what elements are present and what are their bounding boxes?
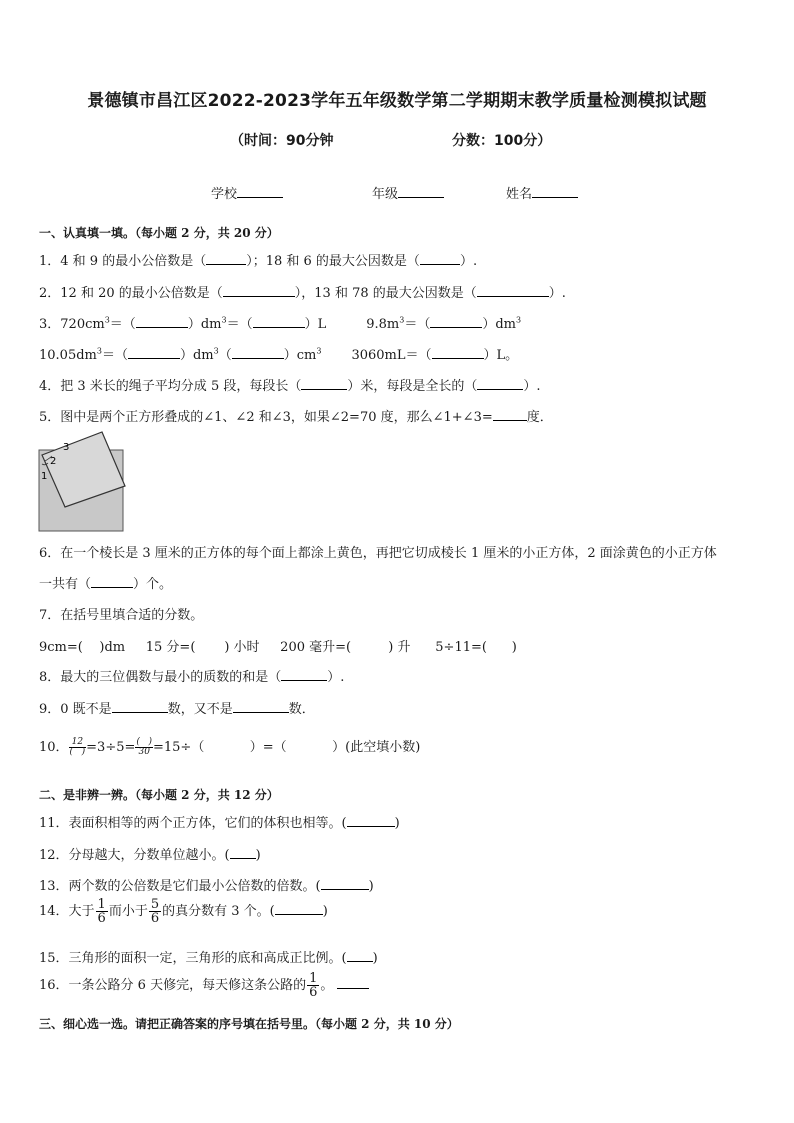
q6-text-c: ）个。 <box>133 577 173 592</box>
q3-text-l: （ <box>218 348 232 363</box>
time-label: （时间：90分钟 <box>230 133 334 149</box>
q1-blank-2[interactable] <box>420 252 460 265</box>
q16-blank[interactable] <box>337 976 369 989</box>
q14-fraction-2 <box>149 898 161 925</box>
question-6-line2 <box>39 573 172 592</box>
question-13 <box>39 875 374 894</box>
q6-blank[interactable] <box>91 575 133 588</box>
angle-label-1: 1 <box>41 471 48 482</box>
q3-text-g: ＝（ <box>404 317 431 332</box>
school-label: 学校 <box>211 187 238 202</box>
q3-text-j: ＝（ <box>101 348 128 363</box>
q3-blank-2[interactable] <box>253 315 305 328</box>
q2-text-c: ）. <box>548 286 566 301</box>
q3-sup-7: 3 <box>316 346 322 356</box>
q3-sup-6: 3 <box>213 346 219 356</box>
q14-blank[interactable] <box>275 902 323 915</box>
q16-f-den: 6 <box>309 985 318 1000</box>
q3-text-h: ）dm <box>482 317 516 332</box>
q3-text-a: 3．720cm <box>39 317 105 332</box>
q3-text-e: ）L <box>304 317 327 332</box>
question-12 <box>39 844 261 863</box>
q2-blank-2[interactable] <box>477 284 549 297</box>
q3-blank-6[interactable] <box>432 346 484 359</box>
q5-blank[interactable] <box>493 408 527 421</box>
q3-sup-3: 3 <box>399 315 405 325</box>
q10-text-a: 10． <box>39 740 69 755</box>
q2-blank-1[interactable] <box>223 284 295 297</box>
q5-text-b: 度． <box>526 410 553 425</box>
question-5 <box>39 406 553 425</box>
q3-text-n: 3060mL＝（ <box>351 348 432 363</box>
question-3-line2 <box>39 344 518 363</box>
section2-heading: 二、是非辨一辨。（每小题 2 分，共 12 分） <box>39 788 279 802</box>
q4-text-c: ）. <box>523 379 541 394</box>
q11-text-end: ) <box>394 816 400 831</box>
q3-text-d: ＝（ <box>226 317 253 332</box>
q13-blank[interactable] <box>321 877 369 890</box>
q13-text: 13．两个数的公倍数是它们最小公倍数的倍数。( <box>39 879 321 894</box>
q16-f-num: 1 <box>309 971 318 986</box>
q3-sup-4: 3 <box>516 315 522 325</box>
q16-fraction <box>307 972 319 999</box>
score-label: 分数：100分） <box>452 133 552 149</box>
question-10 <box>39 736 420 757</box>
q10-text-c: =15÷（ ）=（ ）(此空填小数) <box>153 740 421 755</box>
q13-text-end: ) <box>368 879 374 894</box>
question-1 <box>39 250 477 269</box>
overlapping-squares-figure <box>36 428 130 534</box>
question-7: 7．在括号里填合适的分数。 <box>39 608 204 623</box>
question-9 <box>39 698 315 717</box>
q10-f1-num: 12 <box>69 738 87 748</box>
q11-blank[interactable] <box>347 814 395 827</box>
q15-blank[interactable] <box>347 949 373 962</box>
q3-blank-1[interactable] <box>136 315 188 328</box>
q4-text-a: 4．把 3 米长的绳子平均分成 5 段，每段长（ <box>39 379 302 394</box>
q14-text-end: ) <box>322 904 328 919</box>
q10-f2-num: ( ) <box>136 737 152 747</box>
question-14 <box>39 898 328 925</box>
q10-fraction-1 <box>69 738 87 757</box>
section3-heading: 三、细心选一选。请把正确答案的序号填在括号里。（每小题 2 分，共 10 分） <box>39 1017 459 1031</box>
q3-blank-3[interactable] <box>430 315 482 328</box>
q3-blank-5[interactable] <box>232 346 284 359</box>
question-15 <box>39 947 378 966</box>
q6-text-b: 一共有（ <box>39 577 92 592</box>
q14-f1-num: 1 <box>97 897 106 912</box>
angle-label-2: 2 <box>50 456 57 467</box>
q14-fraction-1 <box>96 898 108 925</box>
q12-text: 12．分母越大，分数单位越小。( <box>39 848 230 863</box>
question-8 <box>39 666 344 685</box>
q3-text-m: ）cm <box>283 348 317 363</box>
q5-text-a: 5．图中是两个正方形叠成的∠1、∠2 和∠3，如果∠2=70 度，那么∠1+∠3= <box>39 410 493 425</box>
page-title: 景德镇市昌江区2022-2023学年五年级数学第二学期期末教学质量检测模拟试题 <box>87 91 707 111</box>
question-16 <box>39 972 369 999</box>
q3-text-k: ）dm <box>179 348 214 363</box>
q2-text-a: 2．12 和 20 的最小公倍数是（ <box>39 286 223 301</box>
grade-blank[interactable] <box>398 185 444 198</box>
q14-f2-den: 6 <box>150 911 160 926</box>
q14-text-a: 14．大于 <box>39 904 95 919</box>
q4-blank-2[interactable] <box>477 377 523 390</box>
q9-text-c: 数． <box>288 702 315 717</box>
q3-sup-1: 3 <box>104 315 110 325</box>
school-blank[interactable] <box>237 185 283 198</box>
school-field <box>211 183 283 202</box>
q10-f2-den: 30 <box>138 747 150 757</box>
q9-text-b: 数，又不是 <box>167 702 233 717</box>
q9-blank-1[interactable] <box>112 700 168 713</box>
q14-f2-num: 5 <box>150 897 160 912</box>
q10-fraction-2 <box>135 738 153 757</box>
question-2 <box>39 282 566 301</box>
q16-text-b: 。 <box>320 978 334 993</box>
q14-text-c: 的真分数有 3 个。( <box>162 904 275 919</box>
grade-label: 年级 <box>372 187 399 202</box>
q3-blank-4[interactable] <box>128 346 180 359</box>
q16-text-a: 16．一条公路分 6 天修完，每天修这条公路的 <box>39 978 307 993</box>
q14-f1-den: 6 <box>97 911 106 926</box>
q1-text-a: 1．4 和 9 的最小公倍数是（ <box>39 254 207 269</box>
q3-text-i: 10.05dm <box>39 348 97 363</box>
q8-blank[interactable] <box>281 668 327 681</box>
q11-text: 11．表面积相等的两个正方体，它们的体积也相等。( <box>39 816 347 831</box>
question-6-line1: 6．在一个棱长是 3 厘米的正方体的每个面上都涂上黄色，再把它切成棱长 1 厘米的小正方体，2 面涂黄色的小正方体 <box>39 546 717 561</box>
q12-blank[interactable] <box>230 846 256 859</box>
question-7-row: 9cm=( )dm 15 分=( ) 小时 200 毫升=( ) 升 5÷11=( ) <box>39 640 517 655</box>
name-field <box>506 183 578 202</box>
q12-text-end: ) <box>255 848 261 863</box>
q9-text-a: 9．0 既不是 <box>39 702 112 717</box>
name-blank[interactable] <box>532 185 578 198</box>
q14-text-b: 而小于 <box>108 904 148 919</box>
q4-text-b: ）米，每段是全长的（ <box>347 379 478 394</box>
question-3-line1 <box>39 313 521 332</box>
q10-text-b: =3÷5= <box>86 740 136 755</box>
q4-blank-1[interactable] <box>301 377 347 390</box>
q3-text-f: 9.8m <box>366 317 400 332</box>
q1-text-b: ）；18 和 6 的最大公因数是（ <box>246 254 420 269</box>
q15-text: 15．三角形的面积一定，三角形的底和高成正比例。( <box>39 951 347 966</box>
q1-text-c: ）. <box>459 254 478 269</box>
q3-sup-5: 3 <box>96 346 102 356</box>
q3-text-o: ）L。 <box>483 348 519 363</box>
q3-text-c: ）dm <box>187 317 222 332</box>
q8-text-b: ）. <box>327 670 345 685</box>
q3-sup-2: 3 <box>221 315 227 325</box>
question-11 <box>39 812 400 831</box>
q2-text-b: ），13 和 78 的最大公因数是（ <box>294 286 477 301</box>
name-label: 姓名 <box>506 187 533 202</box>
q15-text-end: ) <box>372 951 378 966</box>
question-4 <box>39 375 541 394</box>
q8-text-a: 8．最大的三位偶数与最小的质数的和是（ <box>39 670 282 685</box>
q3-text-b: ＝（ <box>109 317 136 332</box>
angle-label-3: 3 <box>63 442 70 453</box>
q10-f1-den: ( ) <box>69 747 86 757</box>
grade-field <box>372 183 444 202</box>
q9-blank-2[interactable] <box>233 700 289 713</box>
q1-blank-1[interactable] <box>206 252 246 265</box>
section1-heading: 一、认真填一填。（每小题 2 分，共 20 分） <box>39 226 279 240</box>
